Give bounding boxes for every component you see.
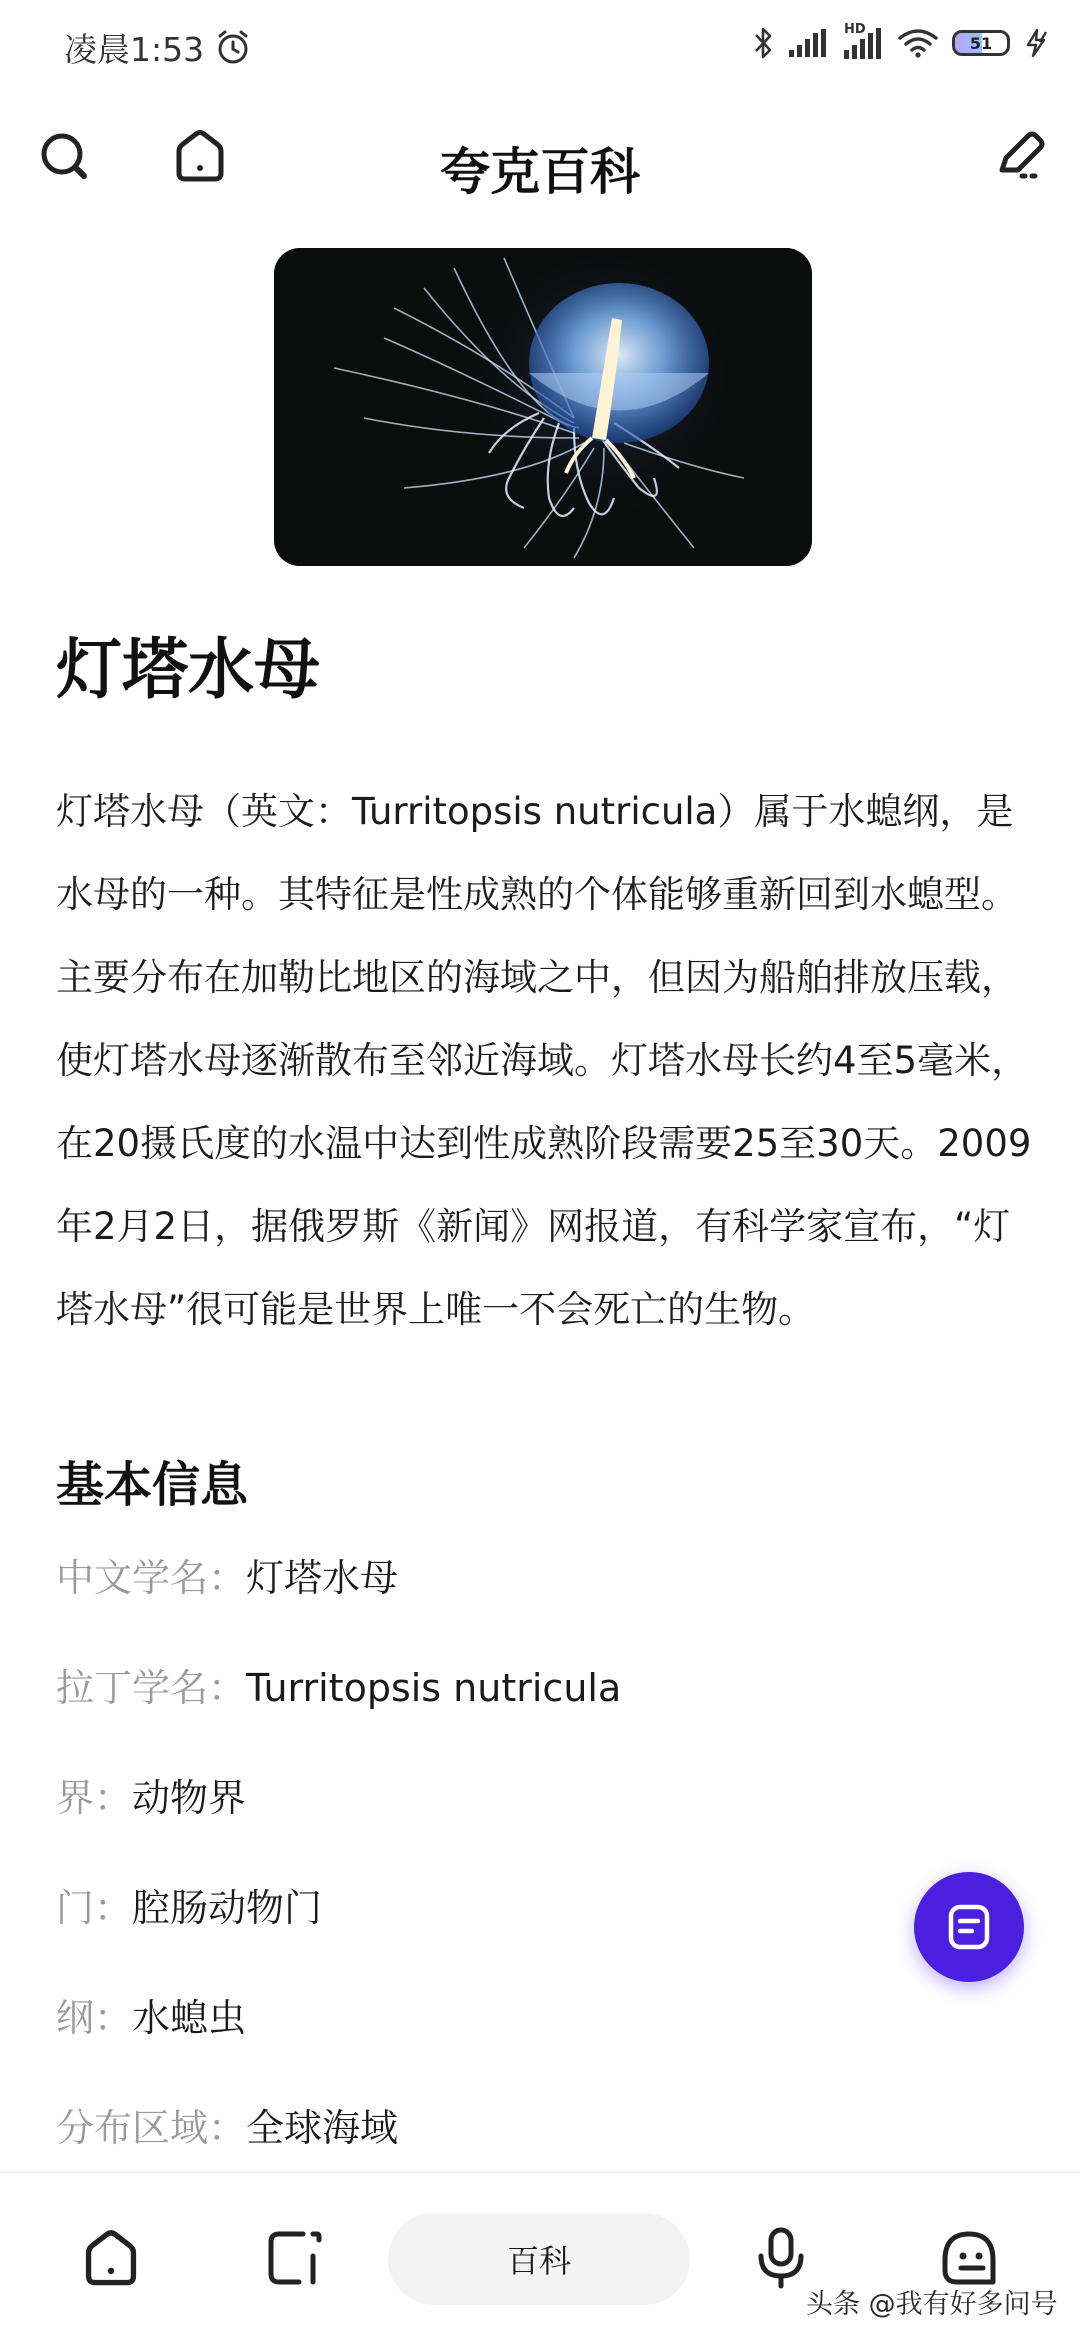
info-value: 动物界 (132, 1776, 247, 1820)
app-title: 夸克百科 (440, 143, 640, 201)
alarm-icon (214, 28, 252, 66)
signal-hd-icon (842, 22, 884, 60)
info-label: 界： (56, 1776, 133, 1820)
info-value: 水螅虫 (132, 1996, 247, 2040)
notes-fab-button[interactable] (914, 1872, 1024, 1982)
info-value: 灯塔水母 (246, 1556, 399, 1600)
bluetooth-icon (752, 26, 774, 60)
status-bar (0, 0, 1080, 90)
info-value: Turritopsis nutricula (246, 1666, 622, 1710)
info-label: 纲： (56, 1996, 133, 2040)
home-icon (80, 2227, 142, 2289)
info-row-phylum (56, 1866, 956, 1976)
note-icon (942, 1900, 996, 1954)
nav-tabs-button[interactable] (250, 2213, 340, 2303)
status-icons (752, 22, 1052, 60)
basic-info-title: 基本信息 (56, 1457, 249, 1513)
info-label: 门： (56, 1886, 133, 1930)
edit-icon (992, 128, 1048, 184)
wifi-icon (898, 28, 938, 58)
basic-info-list (56, 1536, 956, 2196)
nav-baike-button[interactable]: 百科 (388, 2213, 690, 2305)
nav-home-button[interactable] (66, 2213, 156, 2303)
battery-icon (952, 30, 1010, 56)
info-value: 全球海域 (246, 2106, 399, 2150)
info-row-latin-name (56, 1646, 956, 1756)
info-row-kingdom (56, 1756, 956, 1866)
info-row-chinese-name (56, 1536, 956, 1646)
tabs-icon (263, 2226, 327, 2290)
jellyfish-image[interactable] (274, 248, 812, 566)
info-row-class (56, 1976, 956, 2086)
info-value: 腔肠动物门 (132, 1886, 323, 1930)
info-label: 中文学名： (56, 1556, 247, 1600)
edit-button[interactable] (984, 120, 1056, 192)
battery-level: 51 (969, 33, 993, 53)
app-header (0, 90, 1080, 240)
info-label: 分布区域： (56, 2106, 247, 2150)
hd-label: HD (844, 22, 866, 37)
profile-face-icon (937, 2226, 1001, 2290)
charging-icon (1024, 28, 1052, 58)
watermark-text: 头条 @我有好多问号 (806, 2289, 1058, 2320)
microphone-icon (751, 2226, 811, 2290)
status-time: 凌晨1:53 (64, 30, 205, 69)
signal-icon (788, 28, 828, 58)
article-title: 灯塔水母 (56, 631, 320, 708)
article-intro: 灯塔水母（英文：Turritopsis nutricula）属于水螅纲，是水母的一种。其特征是性成熟的个体能够重新回到水螅型。主要分布在加勒比地区的海域之中，但因为船舶排放压载，使灯塔水母逐渐散布至邻近海域。灯塔水母长约4至5毫米，在20摄氏度的水温中达到性成熟阶段需要25至30天。2009年2月2日，据俄罗斯《新闻》网报道，有科学家宣布，“灯塔水母”很可能是世界上唯一不会死亡的生物。 (56, 790, 1032, 1331)
info-label: 拉丁学名： (56, 1666, 247, 1710)
